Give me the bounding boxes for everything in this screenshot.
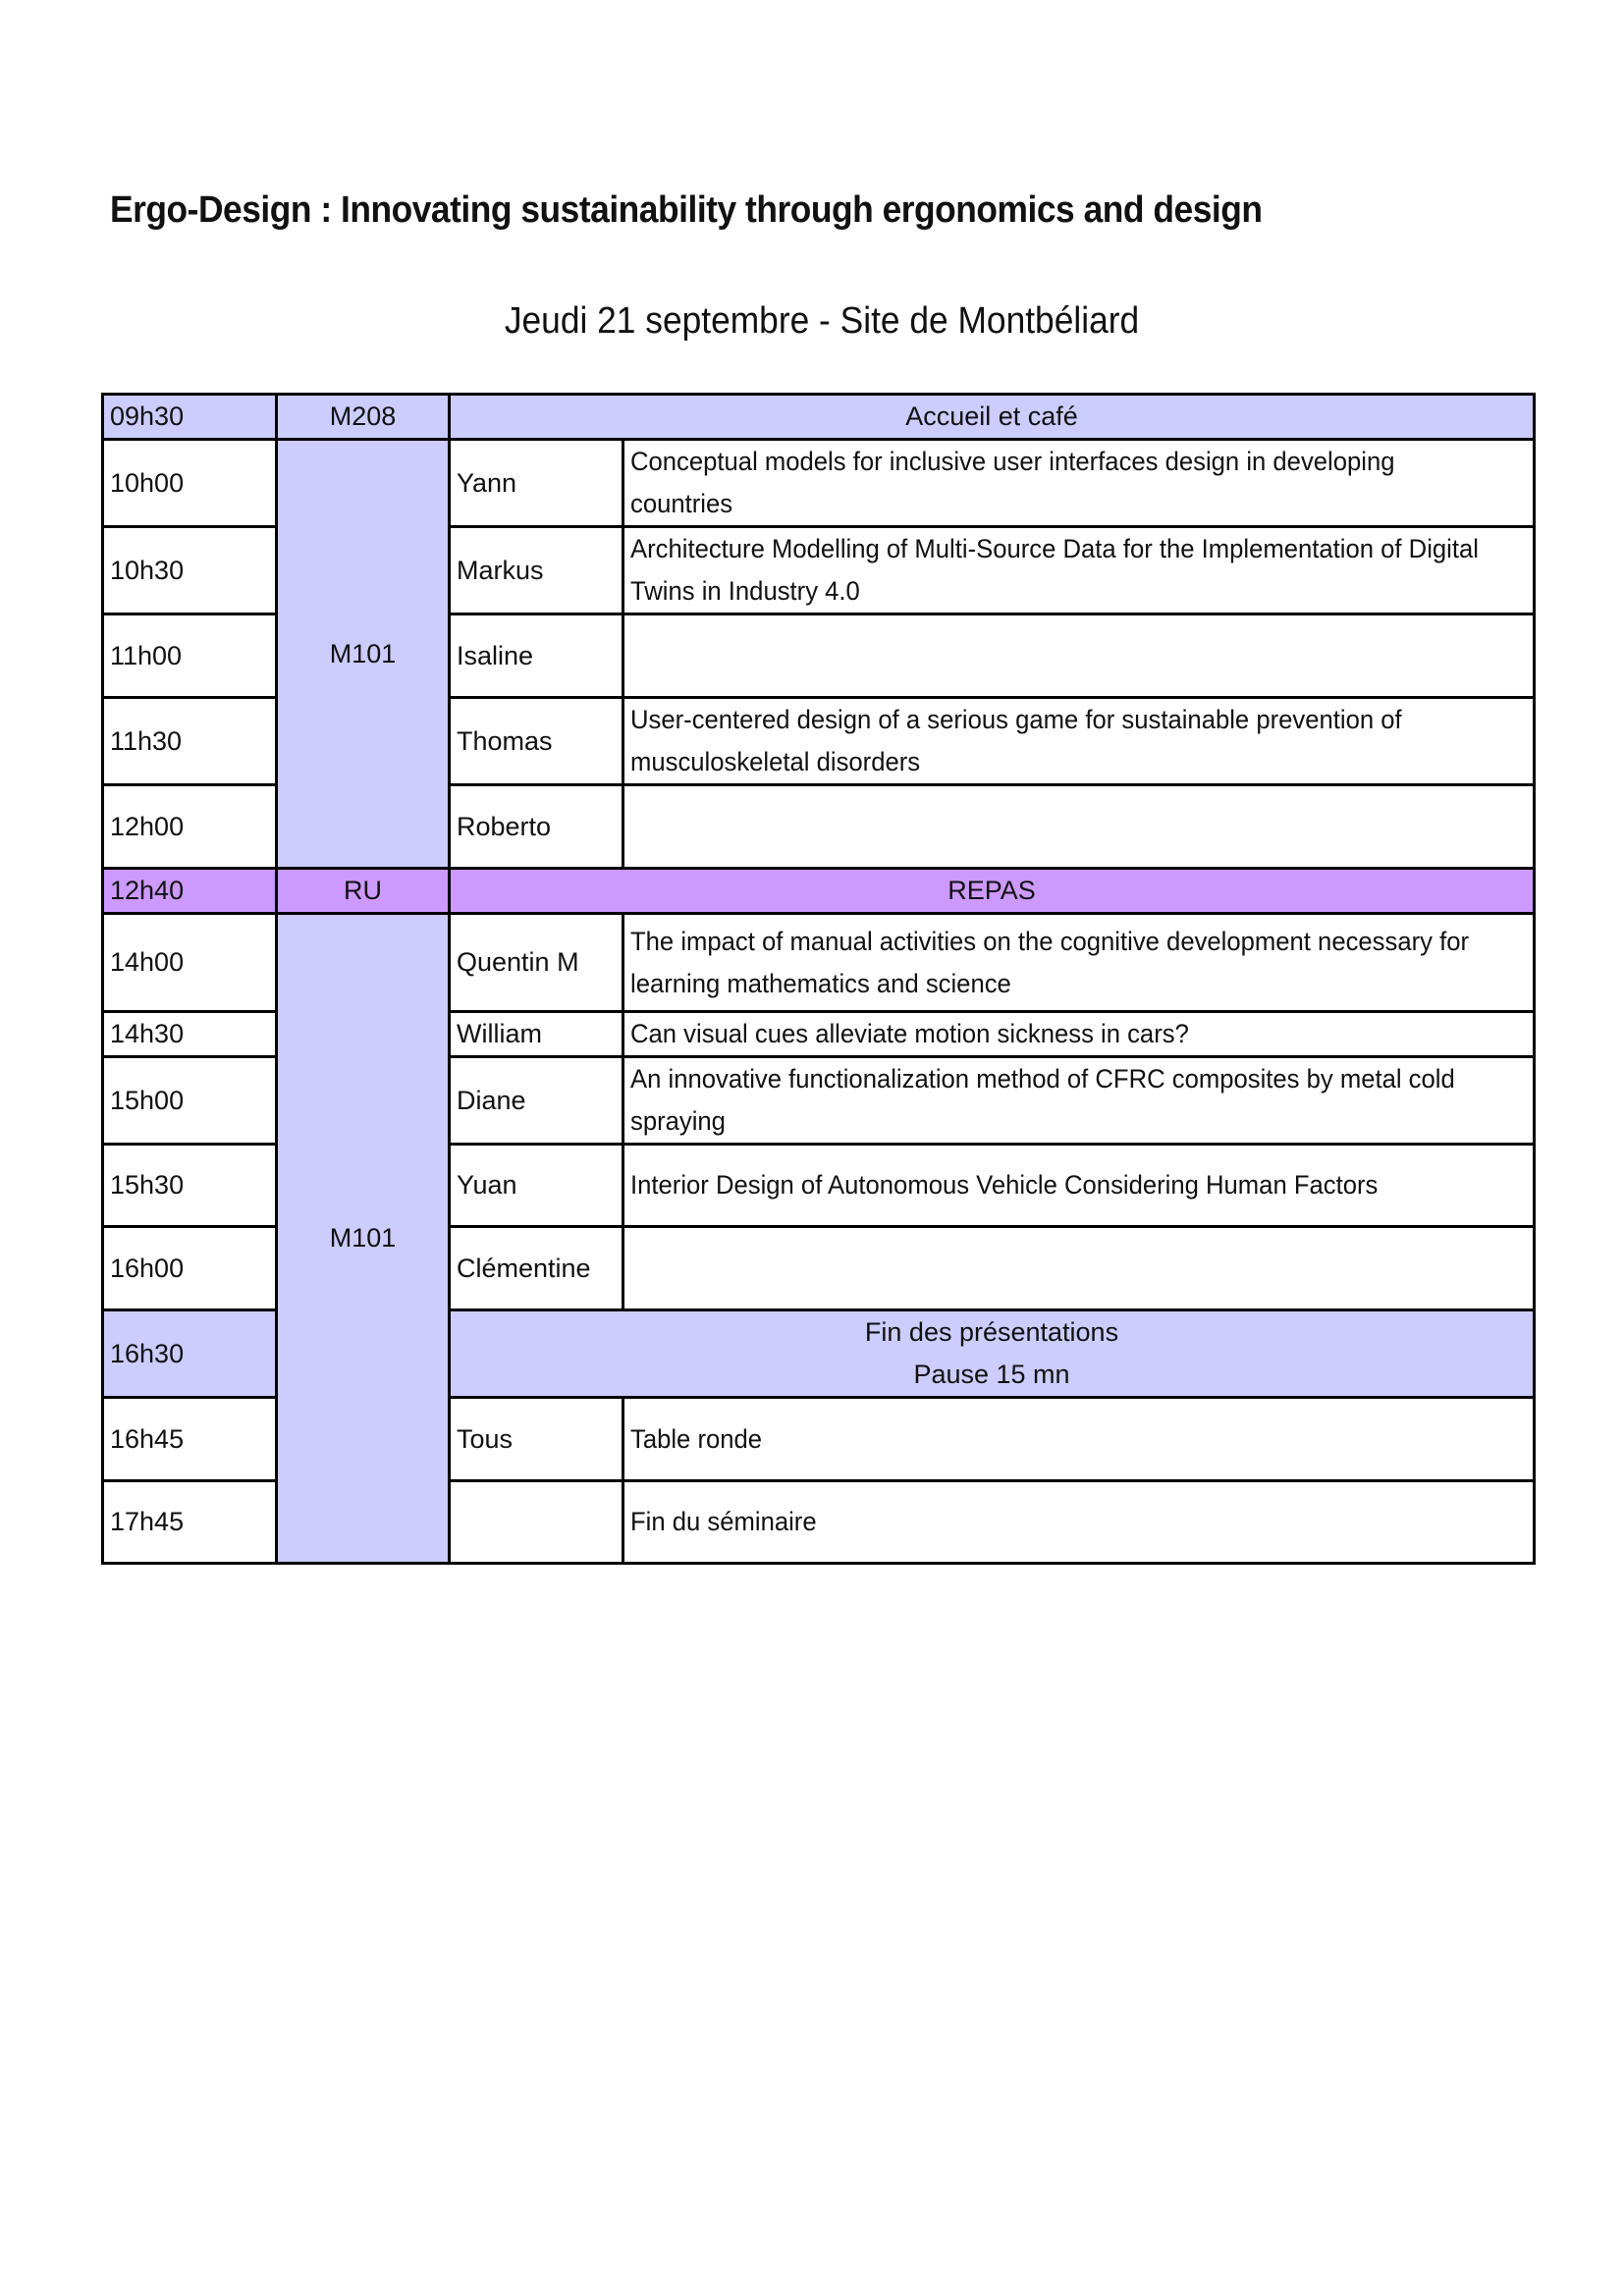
schedule-row <box>103 914 1535 1012</box>
schedule-table <box>101 393 1536 1565</box>
speaker-cell: Tous <box>450 1398 623 1481</box>
time-cell: 16h30 <box>103 1310 277 1398</box>
talk-title-cell <box>623 785 1535 869</box>
time-cell: 15h00 <box>103 1057 277 1145</box>
schedule-row-welcome <box>103 395 1535 440</box>
room-cell-morning: M101 <box>277 440 450 869</box>
break-label-line1: Fin des présentations <box>864 1317 1119 1347</box>
time-cell: 16h45 <box>103 1398 277 1481</box>
speaker-cell: Isaline <box>450 614 623 698</box>
talk-title-cell: Table ronde <box>623 1398 1535 1481</box>
speaker-cell: William <box>450 1012 623 1057</box>
speaker-cell: Thomas <box>450 698 623 785</box>
break-label-line2: Pause 15 mn <box>913 1360 1070 1389</box>
time-cell: 17h45 <box>103 1481 277 1564</box>
document-subtitle: Jeudi 21 septembre - Site de Montbéliard <box>504 300 1140 342</box>
talk-title-cell: Interior Design of Autonomous Vehicle Considering Human Factors <box>623 1145 1535 1227</box>
speaker-cell <box>450 1481 623 1564</box>
room-cell: RU <box>277 869 450 914</box>
talk-title-cell <box>623 1227 1535 1310</box>
talk-title-cell: Conceptual models for inclusive user interfaces design in developing countries <box>623 440 1535 527</box>
time-cell: 10h00 <box>103 440 277 527</box>
break-label <box>450 1310 1535 1398</box>
time-cell: 16h00 <box>103 1227 277 1310</box>
time-cell: 09h30 <box>103 395 277 440</box>
time-cell: 12h00 <box>103 785 277 869</box>
time-cell: 14h30 <box>103 1012 277 1057</box>
time-cell: 12h40 <box>103 869 277 914</box>
room-cell: M208 <box>277 395 450 440</box>
room-cell-afternoon: M101 <box>277 914 450 1564</box>
schedule-row-lunch <box>103 869 1535 914</box>
welcome-label: Accueil et café <box>450 395 1535 440</box>
talk-title-cell: Can visual cues alleviate motion sickness in cars? <box>623 1012 1535 1057</box>
schedule-row <box>103 440 1535 527</box>
speaker-cell: Markus <box>450 527 623 614</box>
speaker-cell: Quentin M <box>450 914 623 1012</box>
talk-title-cell: An innovative functionalization method of CFRC composites by metal cold spraying <box>623 1057 1535 1145</box>
time-cell: 11h00 <box>103 614 277 698</box>
talk-title-cell: The impact of manual activities on the cognitive development necessary for learning mathematics and science <box>623 914 1535 1012</box>
speaker-cell: Yann <box>450 440 623 527</box>
time-cell: 14h00 <box>103 914 277 1012</box>
talk-title-cell: Architecture Modelling of Multi-Source Data for the Implementation of Digital Twins in Industry 4.0 <box>623 527 1535 614</box>
speaker-cell: Clémentine <box>450 1227 623 1310</box>
time-cell: 10h30 <box>103 527 277 614</box>
lunch-label: REPAS <box>450 869 1535 914</box>
talk-title-cell: Fin du séminaire <box>623 1481 1535 1564</box>
speaker-cell: Yuan <box>450 1145 623 1227</box>
speaker-cell: Diane <box>450 1057 623 1145</box>
talk-title-cell <box>623 614 1535 698</box>
document-title: Ergo-Design : Innovating sustainability through ergonomics and design <box>110 189 1263 231</box>
speaker-cell: Roberto <box>450 785 623 869</box>
talk-title-cell: User-centered design of a serious game for sustainable prevention of musculoskeletal disorders <box>623 698 1535 785</box>
time-cell: 15h30 <box>103 1145 277 1227</box>
time-cell: 11h30 <box>103 698 277 785</box>
